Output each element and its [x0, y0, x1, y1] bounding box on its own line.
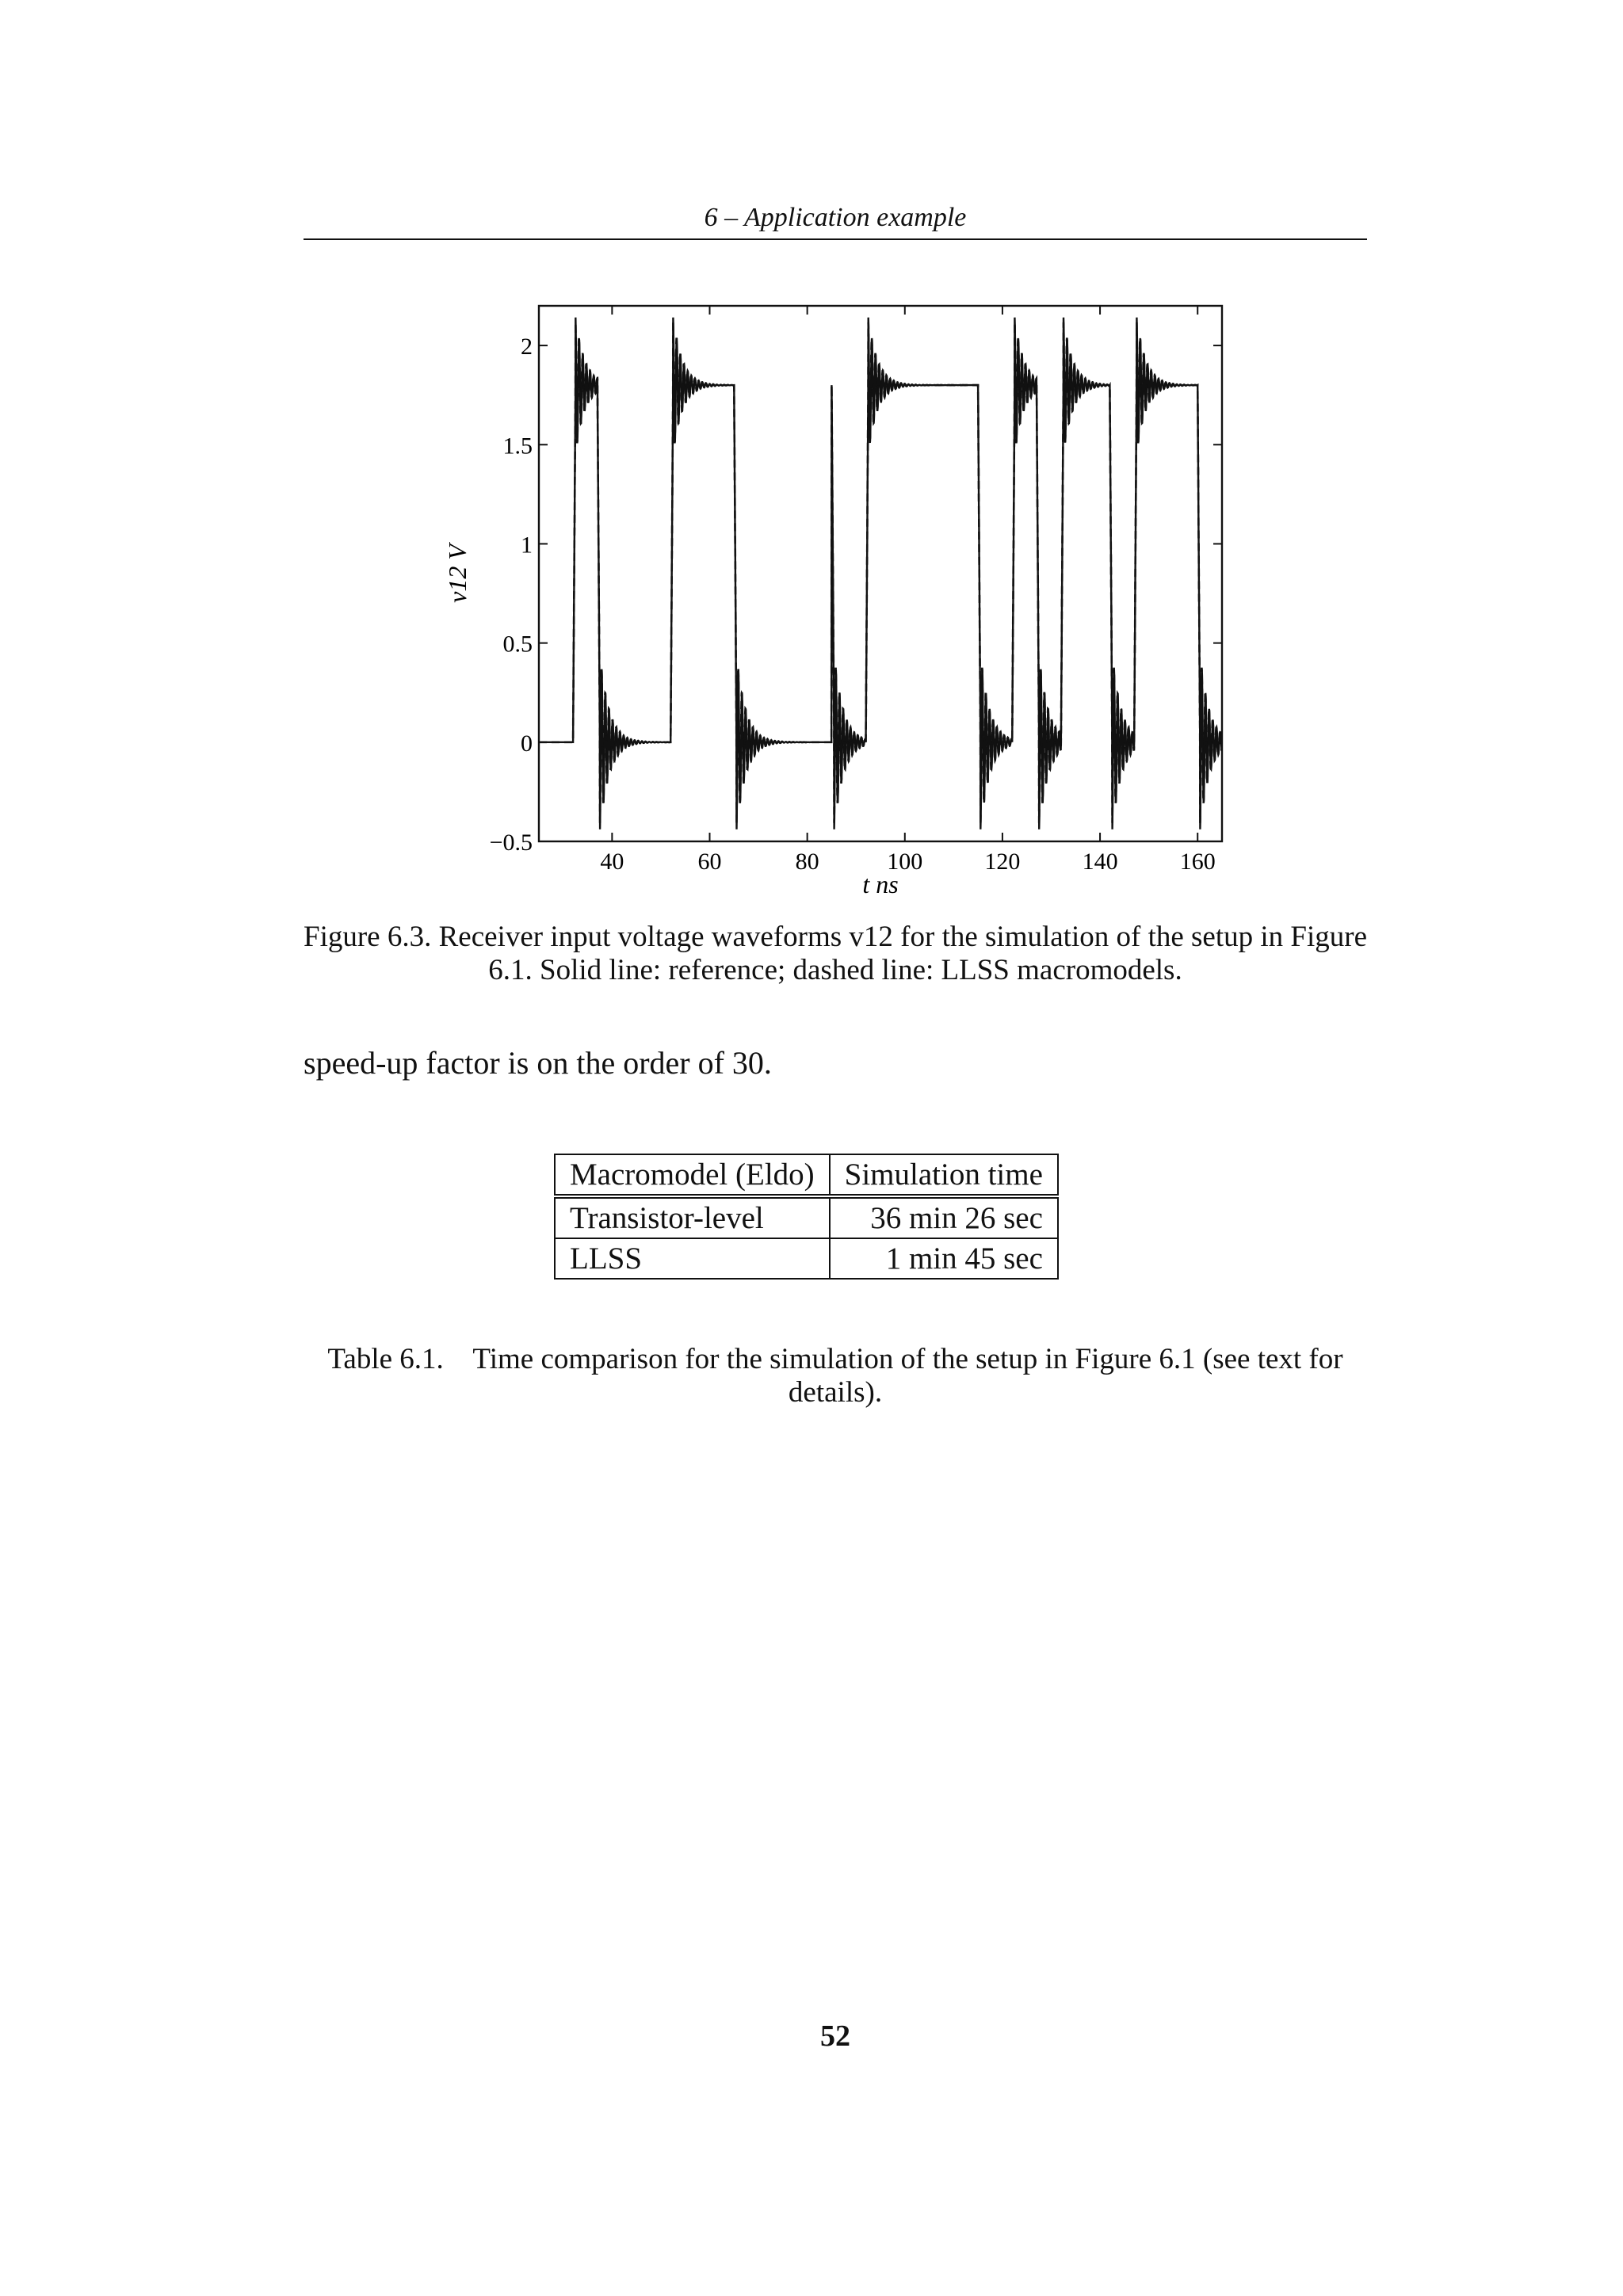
table-header-cell: Macromodel (Eldo)	[555, 1154, 830, 1196]
x-tick-label: 160	[1179, 849, 1216, 875]
series-line-dashed	[539, 322, 1222, 823]
y-tick-label: 2	[521, 334, 533, 360]
x-tick-label: 140	[1082, 849, 1118, 875]
page-number: 52	[820, 2019, 850, 2053]
x-tick-label: 100	[887, 849, 923, 875]
waveform-curves	[539, 318, 1222, 830]
figure-caption-text: Receiver input voltage waveforms v12 for the simulation of the setup in Figure 6.1. Solid line: reference; dashed line: LLSS macromodels.	[438, 921, 1367, 986]
table-header-cell: Simulation time	[830, 1154, 1058, 1196]
figure-caption-label: Figure 6.3.	[304, 921, 432, 953]
table-cell: LLSS	[555, 1238, 830, 1279]
figure-caption	[304, 921, 1367, 987]
voltage-waveform-chart	[428, 293, 1268, 911]
y-tick-label: 0	[521, 730, 533, 757]
body-paragraph: speed-up factor is on the order of 30.	[304, 1045, 772, 1081]
x-tick-label: 40	[600, 849, 624, 875]
table-caption-label: Table 6.1.	[327, 1343, 444, 1375]
table-cell: 1 min 45 sec	[830, 1238, 1058, 1279]
table-caption-text: Time comparison for the simulation of the setup in Figure 6.1 (see text for details).	[472, 1343, 1343, 1409]
y-tick-label: 1.5	[502, 433, 533, 460]
running-head: 6 – Application example	[704, 203, 967, 232]
table-cell: 36 min 26 sec	[830, 1196, 1058, 1238]
y-tick-label: −0.5	[489, 830, 533, 856]
x-tick-label: 80	[795, 849, 819, 875]
y-tick-label: 0.5	[502, 631, 533, 658]
y-tick-label: 1	[521, 532, 533, 559]
x-axis-label: t ns	[862, 870, 899, 898]
table-header-row	[555, 1154, 1058, 1196]
x-tick-label: 120	[984, 849, 1021, 875]
table-caption	[304, 1343, 1367, 1409]
table-row	[555, 1196, 1058, 1238]
simulation-time-table	[554, 1154, 1059, 1280]
x-tick-label: 60	[697, 849, 722, 875]
table-row	[555, 1238, 1058, 1279]
table-cell: Transistor-level	[555, 1196, 830, 1238]
y-axis-label: v12 V	[443, 544, 472, 603]
header-rule	[304, 238, 1367, 240]
